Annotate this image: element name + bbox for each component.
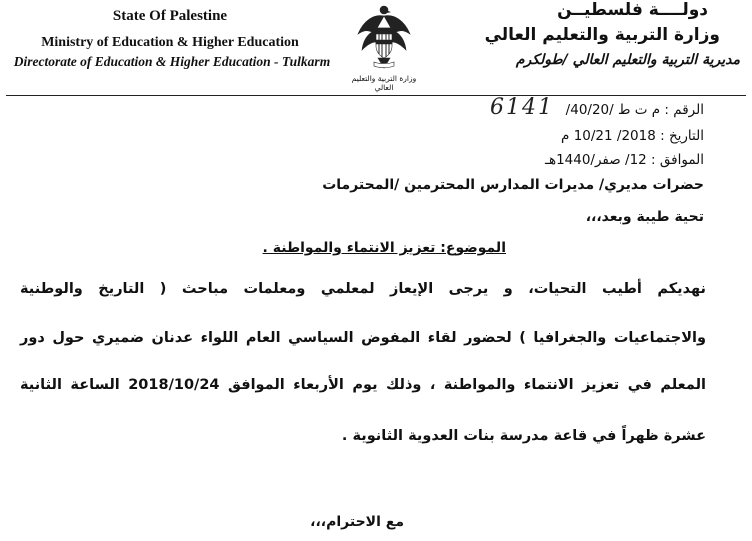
english-directorate-title: Directorate of Education & Higher Education - Tulkarm xyxy=(13,54,331,69)
handwritten-reference-number: 6141 xyxy=(490,95,554,120)
body-line-1: نهديكم أطيب التحيات، و يرجى الإيعاز لمعلمي ومعلمات مباحث ( التاريخ والوطنية xyxy=(20,281,706,297)
emblem-caption: وزارة التربية والتعليم العالي xyxy=(351,74,417,92)
arabic-state-title: دولــــة فلسطيــن xyxy=(557,0,708,20)
header-divider xyxy=(6,95,746,96)
closing-line: مع الاحترام،،، xyxy=(310,514,404,530)
body-line-2: والاجتماعيات والجغرافيا ) لحضور لقاء المفوض السياسي العام اللواء عدنان ضميري حول دور xyxy=(20,330,706,346)
reference-number: الرقم : م ت ط /40/20/ xyxy=(565,102,704,118)
gregorian-date: التاريخ : 2018/ 10/21 م xyxy=(561,128,704,144)
body-line-3: المعلم في تعزيز الانتماء والمواطنة ، وذلك يوم الأربعاء الموافق 2018/10/24 الساعة الثانية xyxy=(20,377,706,393)
arabic-directorate-title: مديرية التربية والتعليم العالي /طولكرم xyxy=(515,52,740,68)
english-state-title: State Of Palestine xyxy=(112,8,228,24)
body-line-4: عشرة ظهراً في قاعة مدرسة بنات العدوية الثانوية . xyxy=(341,428,706,444)
english-ministry-title: Ministry of Education & Higher Education xyxy=(41,35,299,50)
addressee-line: حضرات مديري/ مديرات المدارس المحترمين /المحترمات xyxy=(322,177,704,193)
subject-line: الموضوع: تعزيز الانتماء والمواطنة . xyxy=(262,240,506,256)
arabic-ministry-title: وزارة التربية والتعليم العالي xyxy=(484,25,720,45)
hijri-date: الموافق : 12/ صفر/1440هـ xyxy=(544,152,704,168)
greeting-line: تحية طيبة وبعد،،، xyxy=(585,209,704,225)
